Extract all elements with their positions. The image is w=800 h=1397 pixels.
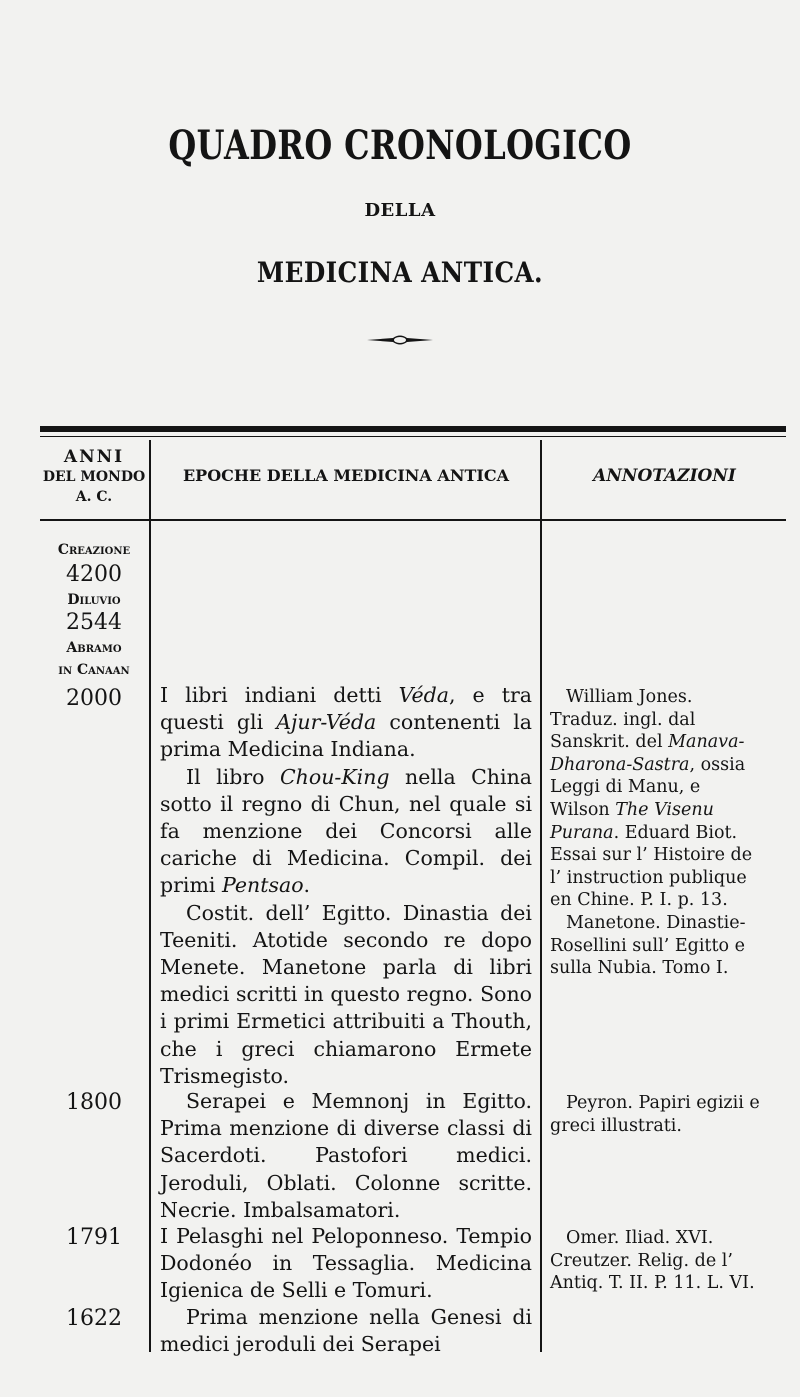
year-1800: 1800 bbox=[66, 1090, 122, 1115]
column-divider-right bbox=[540, 440, 542, 1352]
note-2000 bbox=[550, 686, 762, 980]
column-header-notes: ANNOTAZIONI bbox=[593, 466, 736, 486]
entry-2000-chou-king: Il libro Chou-King nella China sotto il regno di Chun, nel quale si fa menzione dei Concorsi alle cariche di Medicina. Compil. dei primi Pentsao. bbox=[160, 764, 532, 898]
column-header-epochs: EPOCHE DELLA MEDICINA ANTICA bbox=[182, 466, 509, 485]
years-header-line3: A. C. bbox=[75, 489, 113, 505]
ornament-divider-icon bbox=[365, 330, 435, 350]
year-2544: 2544 bbox=[66, 610, 122, 635]
column-divider-left bbox=[149, 440, 151, 1352]
page-title: QUADRO CRONOLOGICO bbox=[168, 122, 632, 169]
year-1791: 1791 bbox=[66, 1225, 122, 1250]
year-1622: 1622 bbox=[66, 1306, 122, 1331]
entry-2000-egitto: Costit. dell’ Egitto. Dinastia dei Teeniti. Atotide secondo re dopo Menete. Manetone parla di libri medici scritti in questo regno. Sono i primi Ermetici attribuiti a Thouth, che i greci chiamarono Ermete Trismegisto. bbox=[160, 900, 532, 1088]
entry-1800-text: Serapei e Memnonj in Egitto. Prima menzione di diverse classi di Sacerdoti. Pastofori medici. Jeroduli, Oblati. Colonne scritte. Necrie. Imbalsamatori. bbox=[160, 1089, 532, 1222]
note-1800 bbox=[550, 1092, 762, 1137]
page-subtitle: DELLA bbox=[364, 200, 436, 221]
years-header-line1: ANNI bbox=[63, 447, 125, 467]
entry-1622-text: Prima menzione nella Genesi di medici jeroduli dei Serapei bbox=[160, 1305, 532, 1357]
note-1791-text: Omer. Iliad. XVI. Creutzer. Relig. de l’ Antiq. T. II. P. 11. L. VI. bbox=[550, 1228, 755, 1294]
entry-2000 bbox=[160, 682, 532, 1090]
year-4200: 4200 bbox=[66, 562, 122, 587]
entry-1622 bbox=[160, 1304, 532, 1358]
year-label-diluvio: Diluvio bbox=[67, 592, 121, 608]
year-label-abramo: Abramo bbox=[66, 640, 122, 656]
entry-2000-veda: I libri indiani detti Véda, e tra questi gli Ajur-Véda contenenti la prima Medicina Indiana. bbox=[160, 683, 532, 762]
year-label-canaan: in Canaan bbox=[58, 662, 130, 678]
table-header-rule bbox=[40, 519, 786, 521]
note-2000-manetone: Manetone. Dinastie- Rosellini sull’ Egitto e sulla Nubia. Tomo I. bbox=[550, 912, 746, 979]
year-label-creazione: Creazione bbox=[57, 542, 131, 558]
note-2000-jones: William Jones. Traduz. ingl. dal Sanskrit. del Manava-Dharona-Sastra, ossia Leggi di Manu, e Wilson The Visenu Purana. Eduard Biot. Essai sur l’ Histoire de l’ instruction publique en Chine. P. I. p. 13. bbox=[550, 687, 753, 911]
note-1791 bbox=[550, 1227, 762, 1295]
entry-1800 bbox=[160, 1088, 532, 1224]
table-top-rule bbox=[40, 426, 786, 432]
column-header-years bbox=[40, 447, 148, 507]
table-top-thin-rule bbox=[40, 436, 786, 437]
note-1800-text: Peyron. Papiri egizii e greci illustrati. bbox=[550, 1093, 760, 1136]
entry-1791 bbox=[160, 1223, 532, 1305]
page-subject: MEDICINA ANTICA. bbox=[256, 256, 544, 289]
years-header-line2: DEL MONDO bbox=[42, 469, 146, 485]
year-2000: 2000 bbox=[66, 686, 122, 711]
entry-1791-text: I Pelasghi nel Peloponneso. Tempio Dodonéo in Tessaglia. Medicina Igienica de Selli e Tomuri. bbox=[160, 1224, 532, 1303]
